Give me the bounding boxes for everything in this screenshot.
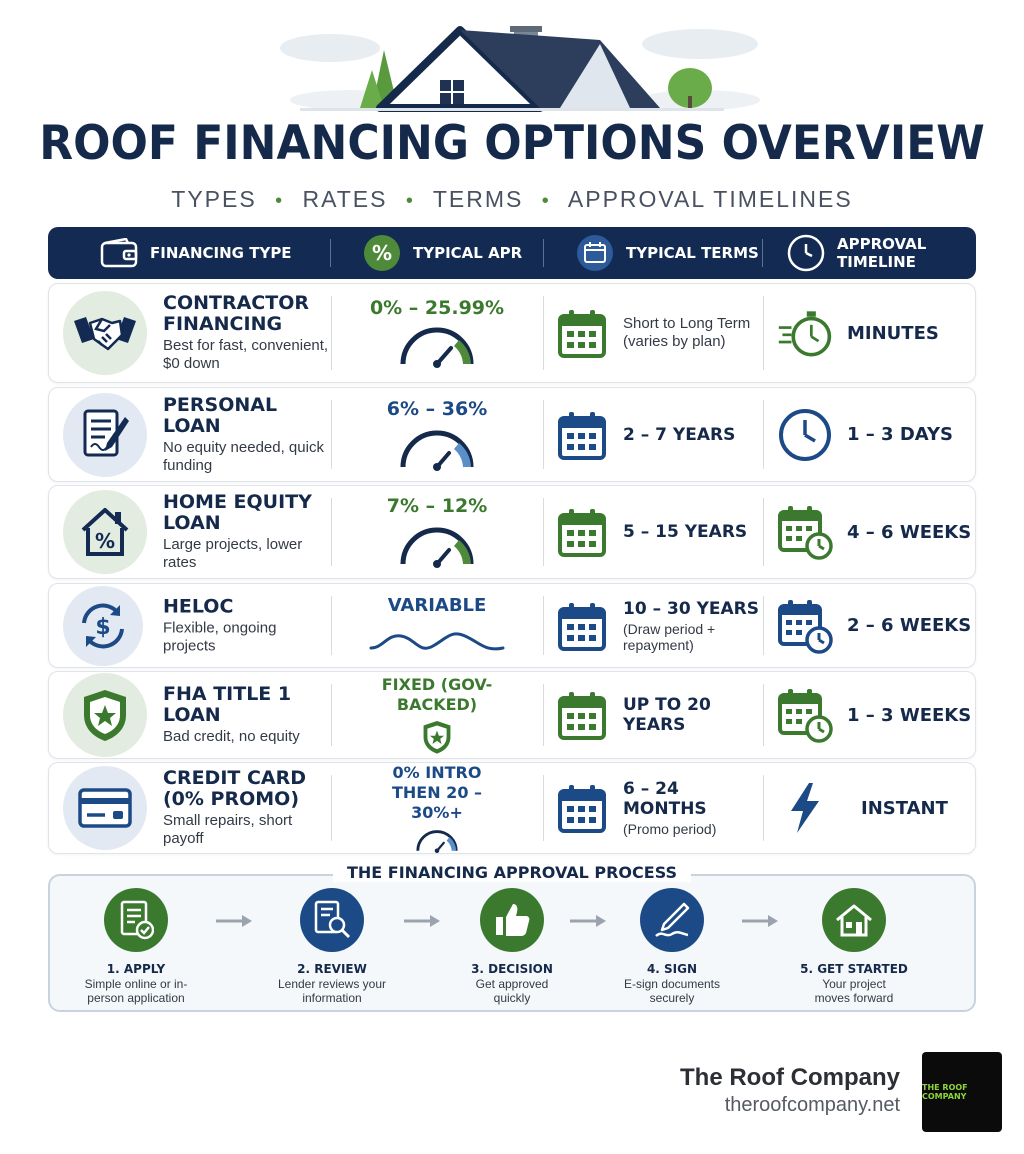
approval-cell (777, 284, 973, 382)
header-approval-timeline-label: APPROVAL TIMELINE (837, 235, 927, 271)
step-name: 5. GET STARTED (800, 962, 908, 976)
terms-text (623, 779, 763, 837)
apr-value: VARIABLE (387, 594, 487, 616)
column-divider (763, 498, 764, 566)
apr-cell (331, 584, 543, 667)
terms-text (623, 599, 763, 653)
terms-text (623, 425, 735, 445)
financing-type-cell (163, 492, 333, 572)
calendar-icon (576, 234, 614, 272)
svg-text:%: % (371, 241, 393, 265)
terms-value: 6 – 24 MONTHS (623, 779, 707, 819)
apr-value: 7% – 12% (386, 495, 488, 517)
header-typical-terms-label: TYPICAL TERMS (626, 244, 759, 262)
financing-type-desc: Best for fast, convenient, $0 down (163, 337, 329, 372)
table-row (48, 671, 976, 759)
process-step-sign (592, 888, 752, 1005)
approval-process-panel (48, 863, 976, 1012)
wallet-icon (100, 234, 138, 272)
table-row (48, 583, 976, 668)
subtitle-terms: TERMS (432, 186, 524, 212)
header-financing-type (48, 227, 330, 279)
financing-type-name: PERSONAL LOAN (163, 393, 278, 437)
approval-cell (777, 584, 973, 667)
terms-cell (557, 672, 763, 758)
wave-icon (369, 626, 505, 656)
step-name: 4. SIGN (646, 962, 698, 976)
credit-card-icon (63, 766, 147, 850)
financing-type-name: HOME EQUITY LOAN (163, 491, 312, 534)
svg-text:$: $ (95, 614, 111, 640)
pen-icon (640, 888, 704, 952)
approval-value: 1 – 3 WEEKS (847, 704, 972, 726)
column-divider (763, 400, 764, 469)
apr-value: 0% INTRO THEN 20 – 30%+ (391, 763, 483, 822)
shield-star-icon (421, 719, 453, 755)
financing-type-name: HELOC (163, 595, 234, 617)
document-magnifier-icon (300, 888, 364, 952)
gauge-icon (397, 425, 477, 471)
table-row (48, 387, 976, 482)
financing-type-name: FHA TITLE 1 LOAN (163, 683, 292, 726)
column-divider (543, 596, 544, 655)
step-desc: Lender reviews your information (277, 977, 387, 1005)
subtitle-separator: • (541, 190, 551, 212)
column-divider (543, 775, 544, 841)
terms-cell (557, 486, 763, 578)
thumbs-up-icon (480, 888, 544, 952)
gauge-icon (402, 827, 472, 853)
document-signature-icon (63, 393, 147, 477)
approval-value: 1 – 3 DAYS (847, 424, 953, 445)
application-form-icon (104, 888, 168, 952)
calendar-clock-icon (777, 504, 833, 560)
process-step-apply (56, 888, 216, 1005)
calendar-icon (557, 410, 607, 460)
financing-type-cell (163, 293, 333, 373)
approval-value: MINUTES (847, 322, 939, 344)
company-logo (922, 1052, 1002, 1132)
apr-cell (331, 486, 543, 578)
header-typical-terms (544, 227, 762, 279)
financing-type-desc: Large projects, lower rates (163, 536, 303, 571)
page-title: ROOF FINANCING OPTIONS OVERVIEW (39, 115, 985, 172)
logo-text: THE ROOF COMPANY (922, 1083, 968, 1101)
terms-text (623, 522, 747, 542)
column-divider (763, 296, 764, 370)
apr-value: 0% – 25.99% (369, 297, 505, 319)
house-roof-illustration (0, 0, 1024, 112)
approval-cell (777, 763, 973, 853)
handshake-icon (63, 291, 147, 375)
apr-cell (331, 388, 543, 481)
brand-name: The Roof Company (680, 1064, 900, 1091)
approval-value: 2 – 6 WEEKS (847, 615, 972, 636)
calendar-icon (557, 690, 607, 740)
step-desc: E-sign documents securely (623, 977, 721, 1005)
header-financing-type-label: FINANCING TYPE (150, 244, 292, 262)
column-divider (543, 684, 544, 746)
step-desc: Get approved quickly (475, 977, 549, 1005)
table-row (48, 283, 976, 383)
svg-text:%: % (94, 529, 116, 553)
approval-value: INSTANT (861, 797, 948, 819)
financing-type-desc: Small repairs, short payoff (163, 812, 293, 847)
column-divider (543, 498, 544, 566)
financing-type-cell (163, 596, 333, 655)
terms-value: Short to Long Term (varies by plan) (623, 315, 751, 350)
step-name: 3. DECISION (471, 962, 553, 976)
gauge-icon (397, 322, 477, 368)
header-typical-apr-label: TYPICAL APR (413, 244, 523, 262)
approval-cell (777, 486, 973, 578)
apr-cell (331, 672, 543, 758)
gauge-icon (397, 522, 477, 568)
step-name: 2. REVIEW (297, 962, 367, 976)
arrow-right-icon (214, 914, 254, 928)
page-subtitle (0, 186, 1024, 213)
step-name: 1. APPLY (106, 962, 166, 976)
clock-icon (777, 407, 833, 463)
terms-value: UP TO 20 YEARS (623, 695, 711, 735)
calendar-icon (557, 507, 607, 557)
percent-icon (363, 234, 401, 272)
terms-value: 5 – 15 YEARS (623, 522, 748, 542)
subtitle-types: TYPES (171, 186, 257, 212)
approval-value: 4 – 6 WEEKS (847, 521, 972, 543)
house-percent-icon (63, 490, 147, 574)
terms-cell (557, 584, 763, 667)
financing-type-name: CREDIT CARD (0% PROMO) (163, 767, 307, 810)
terms-cell (557, 284, 763, 382)
stopwatch-icon (777, 305, 833, 361)
calendar-clock-icon (777, 598, 833, 654)
clock-icon (787, 234, 825, 272)
terms-note: (Promo period) (623, 821, 717, 837)
terms-note: (Draw period + repayment) (623, 620, 716, 653)
column-divider (763, 775, 764, 841)
column-divider (763, 596, 764, 655)
terms-text (623, 695, 763, 735)
subtitle-rates: RATES (302, 186, 388, 212)
calendar-icon (557, 783, 607, 833)
subtitle-separator: • (405, 190, 415, 212)
column-divider (543, 400, 544, 469)
lightning-icon (777, 780, 833, 836)
column-divider (543, 296, 544, 370)
process-title: THE FINANCING APPROVAL PROCESS (333, 863, 691, 882)
header-approval-timeline (763, 227, 975, 279)
terms-text (623, 315, 763, 351)
calendar-icon (557, 601, 607, 651)
house-icon (822, 888, 886, 952)
financing-type-cell (163, 768, 333, 848)
table-row (48, 762, 976, 854)
step-desc: Simple online or in-person application (84, 977, 188, 1005)
step-desc: Your project moves forward (814, 977, 894, 1005)
shield-star-icon (63, 673, 147, 757)
calendar-icon (557, 308, 607, 358)
approval-cell (777, 388, 973, 481)
brand-url[interactable]: theroofcompany.net (724, 1094, 900, 1116)
apr-cell (331, 763, 543, 853)
terms-value: 10 – 30 YEARS (623, 598, 759, 619)
calendar-clock-icon (777, 687, 833, 743)
approval-cell (777, 672, 973, 758)
brand-block (680, 1064, 900, 1117)
apr-cell (331, 284, 543, 382)
process-step-get-started (774, 888, 934, 1005)
subtitle-separator: • (275, 190, 285, 212)
subtitle-approval-timelines: APPROVAL TIMELINES (567, 186, 853, 212)
table-header (48, 227, 976, 279)
dollar-cycle-icon (63, 586, 143, 666)
header-typical-apr (331, 227, 543, 279)
financing-type-desc: Bad credit, no equity (163, 728, 300, 745)
terms-value: 2 – 7 YEARS (623, 424, 736, 445)
column-divider (763, 684, 764, 746)
apr-value: 6% – 36% (386, 397, 488, 420)
financing-type-desc: No equity needed, quick funding (163, 438, 324, 474)
process-step-decision (432, 888, 592, 1005)
financing-type-desc: Flexible, ongoing projects (163, 619, 277, 654)
process-step-review (252, 888, 412, 1005)
financing-type-name: CONTRACTOR FINANCING (163, 292, 309, 335)
financing-type-cell (163, 395, 333, 475)
terms-cell (557, 388, 763, 481)
table-row (48, 485, 976, 579)
financing-type-cell (163, 684, 333, 746)
terms-cell (557, 763, 763, 853)
apr-value: FIXED (GOV-BACKED) (381, 675, 493, 714)
